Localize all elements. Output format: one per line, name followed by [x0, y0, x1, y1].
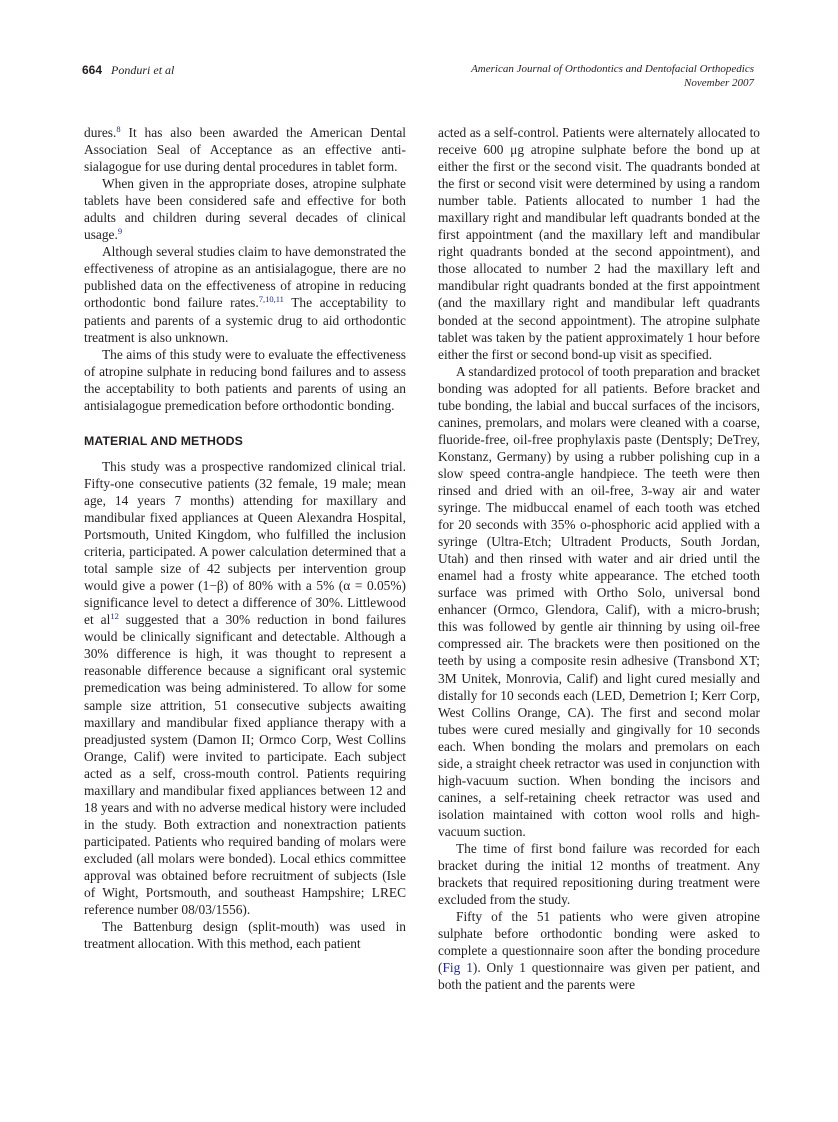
text-run: The acceptability to patients and parents of a systemic drug to aid orthodontic treatment is also unknown.	[84, 295, 406, 345]
citation-link[interactable]: 9	[117, 226, 123, 237]
text-run: When given in the appropriate doses, atropine sulphate tablets have been considered safe and effective for both adults and children during several decades of clinical usage.	[84, 176, 406, 243]
text-run: dures.	[84, 125, 117, 140]
text-run: Fifty of the 51 patients who were given atropine sulphate before orthodontic bonding were asked to complete a questionnaire soon after the bonding procedure (	[438, 909, 760, 976]
citation-link[interactable]: 12	[110, 611, 119, 622]
journal-title: American Journal of Orthodontics and Dentofacial Orthopedics	[471, 63, 754, 75]
section-heading: MATERIAL AND METHODS	[84, 433, 243, 448]
text-run: It has also been awarded the American Dental Association Seal of Acceptance as an effective anti-sialagogue for use during dental procedures in tablet form.	[84, 125, 406, 175]
paragraph: The Battenburg design (split-mouth) was used in treatment allocation. With this method, each patient	[84, 919, 406, 952]
page-number: 664	[82, 63, 103, 77]
left-column	[84, 124, 406, 952]
paragraph: The aims of this study were to evaluate the effectiveness of atropine sulphate in reducing bond failures and to assess the acceptability to both patients and parents of using an antisialagogue premedication before orthodontic bonding.	[84, 346, 406, 413]
paragraph	[84, 175, 406, 243]
text-run: suggested that a 30% reduction in bond failures would be clinically significant and detectable. Although a 30% difference is high, it was thought to represent a reasonable difference because a significant oral systemic premedication was being administered. To allow for some sample size attrition, 51 consecutive subjects awaiting maxillary and mandibular fixed appliance therapy with a preadjusted system (Damon II; Ormco Corp, West Collins Orange, Calif) were invited to participate. Each subject acted as a self, cross-mouth control. Patients requiring maxillary and mandibular fixed appliances between 12 and 18 years and with no adverse medical history were included in the study. Both extraction and nonextraction patients participated. Patients who required banding of molars were excluded (all molars were bonded). Local ethics committee approval was obtained before recruitment of subjects (Isle of Wight, Portsmouth, and southeast Hampshire; LREC reference number 08/03/1556).	[84, 612, 406, 918]
paragraph: acted as a self-control. Patients were alternately allocated to receive 600 μg atropine sulphate before the bond up at either the first or the second visit. The quadrants bonded at the first or second visit were determined by using a random number table. Patients allocated to number 1 had the maxillary right and mandibular left quadrants bonded at the first appointment (and the maxillary left and mandibular right quadrants bonded at the second appointment), and those allocated to number 2 had the maxillary left and mandibular right quadrants bonded at the first appointment (and the maxillary right and mandibular left quadrants bonded at the second appointment). The atropine sulphate tablet was taken by the patient approximately 1 hour before either the first or second bond-up visit as specified.	[438, 125, 760, 362]
text-run: ). Only 1 questionnaire was given per patient, and both the patient and the parents were	[438, 960, 760, 993]
paragraph	[84, 124, 406, 175]
text-run: This study was a prospective randomized clinical trial. Fifty-one consecutive patients (32 female, 19 male; mean age, 14 years 7 months) attending for maxillary and mandibular fixed appliances at Queen Alexandra Hospital, Portsmouth, United Kingdom, who fulfilled the inclusion criteria, participated. A power calculation determined that a total sample size of 42 subjects per intervention group would give a power (1−β) of 80% with a 5% (α = 0.05%) significance level to detect a difference of 30%. Littlewood et al	[84, 458, 406, 628]
paragraph	[438, 908, 760, 993]
text-run: Although several studies claim to have demonstrated the effectiveness of atropine as an antisialagogue, there are no published data on the effectiveness of atropine in reducing orthodontic bond failure rates.	[84, 244, 406, 311]
header-left	[82, 63, 174, 78]
citation-link[interactable]: 7,10,11	[258, 294, 284, 305]
paragraph: A standardized protocol of tooth preparation and bracket bonding was adopted for all patients. Before bracket and tube bonding, the labial and buccal surfaces of the incisors, canines, premolars, and molars were cleaned with a coarse, fluoride-free, oil-free prophylaxis paste (Dentsply; DeTrey, Konstanz, Germany) by using a rubber polishing cup in a slow speed contra-angle handpiece. The teeth were then rinsed and dried with an oil-free, 3-way air and water syringe. The midbuccal enamel of each tooth was etched for 20 seconds with 35% o-phosphoric acid applied with a syringe (Ultra-Etch; Ultradent Products, South Jordan, Utah) and then rinsed with water and air dried until the enamel had a frosty white appearance. The etched tooth surface was primed with Ortho Solo, universal bond enhancer (Ormco, Glendora, Calif), with a micro-brush; this was followed by gentle air thinning by using oil-free compressed air. The brackets were then positioned on the teeth by using a composite resin adhesive (Transbond XT; 3M Unitek, Monrovia, Calif) and light cured mesially and distally for 10 seconds each (LED, Demetrion I; Kerr Corp, West Collins Orange, CA). The first and second molar tubes were cured mesially and gingivally for 10 seconds each. When bonding the molars and premolars on each side, a straight cheek retractor was used in conjunction with high-vacuum suction. When bonding the incisors and canines, a self-retaining cheek retractor was used and isolation maintained with cotton wool rolls and high-vacuum suction.	[438, 363, 760, 839]
paragraph: The time of first bond failure was recorded for each bracket during the initial 12 months of treatment. Any brackets that required repositioning during treatment were excluded from the study.	[438, 840, 760, 908]
right-column	[438, 124, 760, 993]
running-authors: Ponduri et al	[111, 63, 175, 77]
paragraph	[84, 243, 406, 345]
issue-date: November 2007	[684, 77, 754, 89]
paragraph	[84, 458, 406, 918]
figure-link[interactable]: Fig 1	[442, 960, 473, 976]
header-right	[471, 62, 754, 90]
citation-link[interactable]: 8	[116, 124, 121, 134]
